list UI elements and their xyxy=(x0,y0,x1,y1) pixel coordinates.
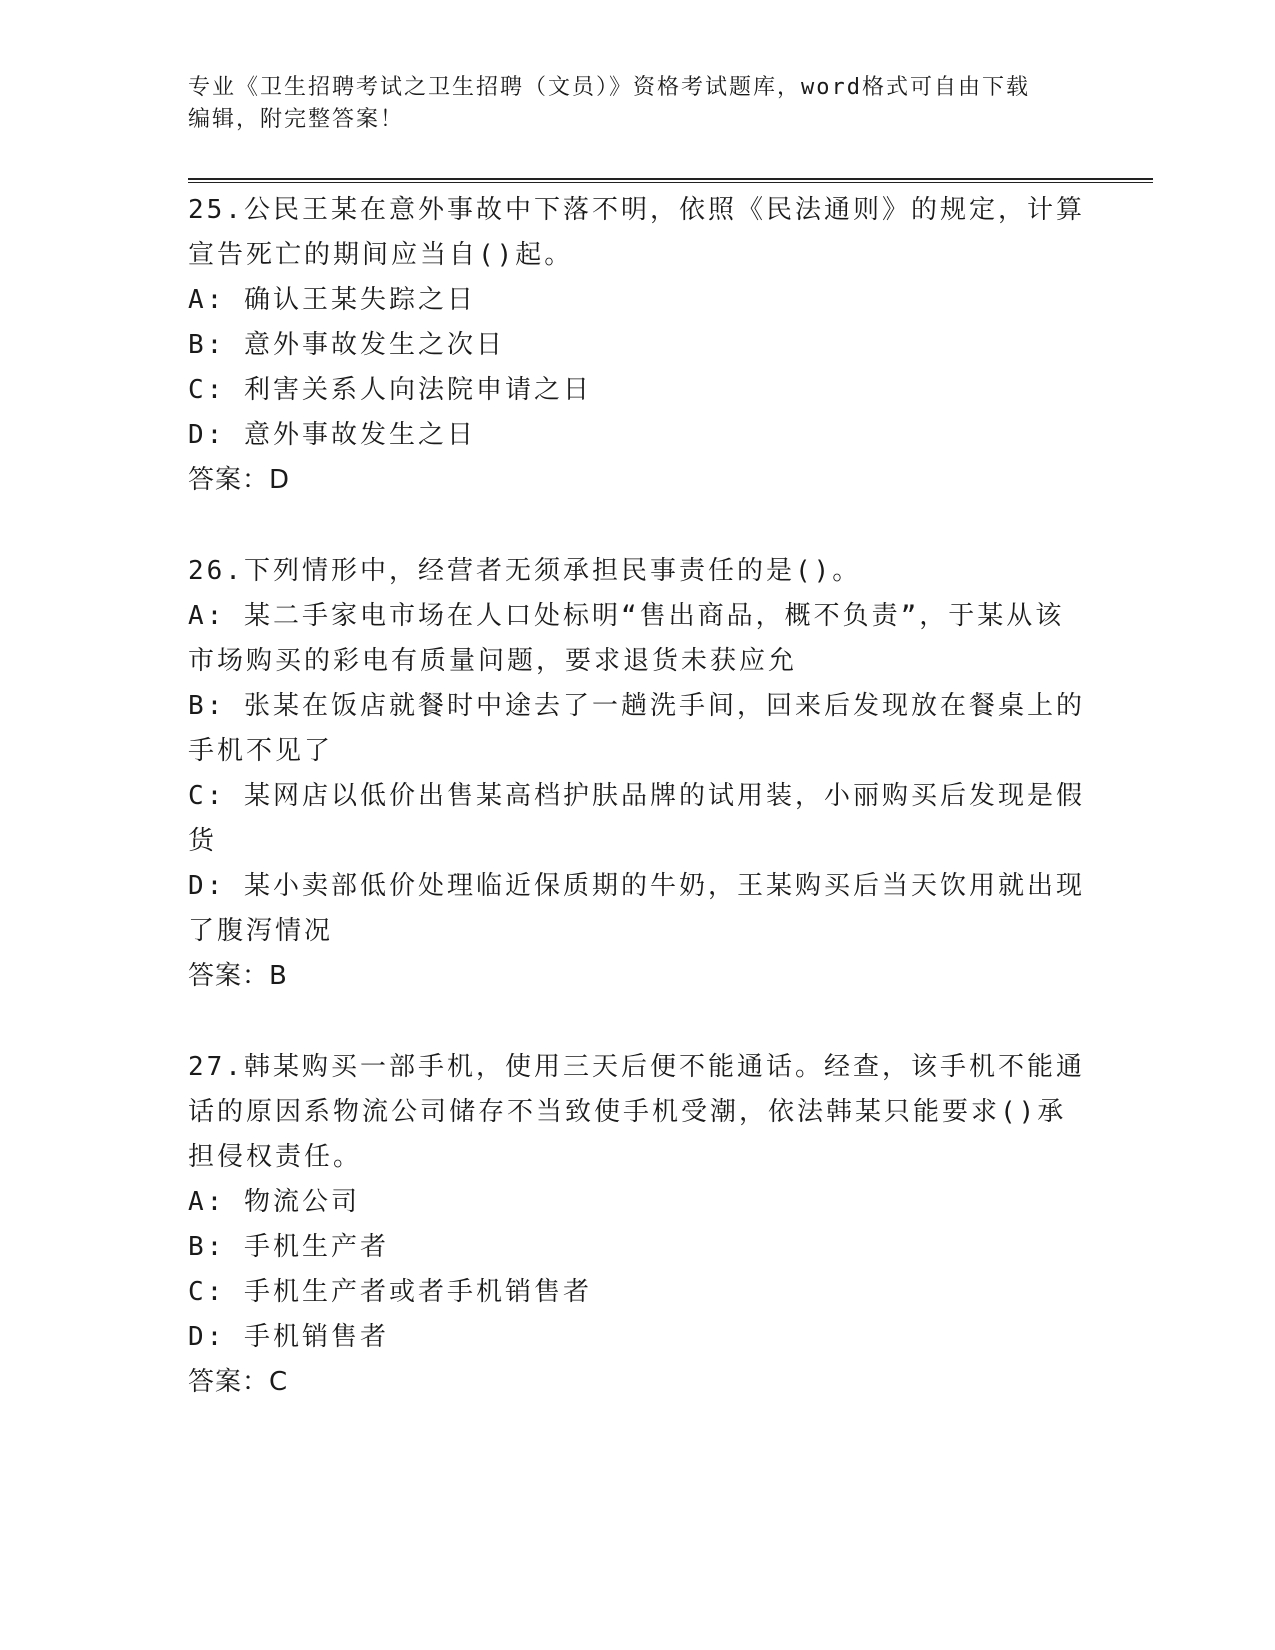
question-stem: 25.公民王某在意外事故中下落不明，依照《民法通则》的规定，计算宣告死亡的期间应当自()起。 xyxy=(188,195,1085,270)
question-stem: 27.韩某购买一部手机，使用三天后便不能通话。经查，该手机不能通话的原因系物流公司储存不当致使手机受潮，依法韩某只能要求()承担侵权责任。 xyxy=(188,1052,1085,1172)
option-d: D: 意外事故发生之日 xyxy=(188,420,476,450)
answer-line: 答案：B xyxy=(188,961,288,991)
question-27 xyxy=(188,1045,1088,1405)
header-divider-thin xyxy=(188,182,1153,183)
option-c: C: 某网店以低价出售某高档护肤品牌的试用装，小丽购买后发现是假货 xyxy=(188,781,1085,856)
option-a: A: 物流公司 xyxy=(188,1187,360,1217)
header-divider-thick xyxy=(188,178,1153,180)
question-list xyxy=(188,188,1088,1405)
option-c: C: 利害关系人向法院申请之日 xyxy=(188,375,592,405)
option-c: C: 手机生产者或者手机销售者 xyxy=(188,1277,592,1307)
option-b: B: 张某在饭店就餐时中途去了一趟洗手间，回来后发现放在餐桌上的手机不见了 xyxy=(188,691,1085,766)
option-d: D: 某小卖部低价处理临近保质期的牛奶，王某购买后当天饮用就出现了腹泻情况 xyxy=(188,871,1085,946)
answer-line: 答案：C xyxy=(188,1367,289,1397)
option-b: B: 意外事故发生之次日 xyxy=(188,330,505,360)
question-spacer xyxy=(188,503,1088,549)
option-a: A: 确认王某失踪之日 xyxy=(188,285,476,315)
answer-line: 答案：D xyxy=(188,465,291,495)
question-26 xyxy=(188,549,1088,999)
option-b: B: 手机生产者 xyxy=(188,1232,389,1262)
option-a: A: 某二手家电市场在人口处标明“售出商品，概不负责”，于某从该市场购买的彩电有质量问题，要求退货未获应允 xyxy=(188,601,1065,676)
question-stem: 26.下列情形中，经营者无须承担民事责任的是()。 xyxy=(188,556,862,586)
document-header: 专业《卫生招聘考试之卫生招聘（文员）》资格考试题库，word格式可自由下载 编辑，附完整答案！ xyxy=(188,75,1030,132)
option-d: D: 手机销售者 xyxy=(188,1322,389,1352)
question-spacer xyxy=(188,999,1088,1045)
question-25 xyxy=(188,188,1088,503)
